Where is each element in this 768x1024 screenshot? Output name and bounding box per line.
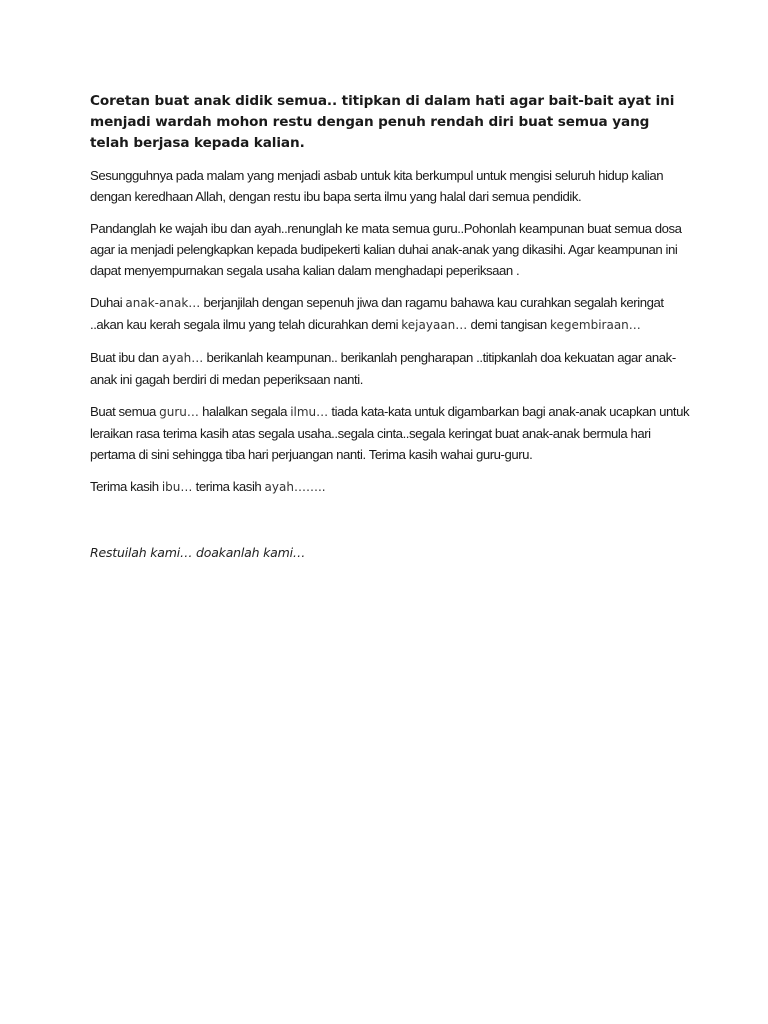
paragraph-5 (90, 401, 690, 465)
paragraph-3-text-b: anak-anak… (125, 296, 201, 310)
paragraph-3-text-d: kejayaan… (401, 318, 468, 332)
paragraph-3-text-c: berjanjilah dengan sepenuh jiwa dan ragamu bahawa kau curahkan segalah keringat ..akan kau kerah segala ilmu yang telah dicurahkan demi (90, 295, 664, 332)
document-page (90, 91, 690, 563)
paragraph-4-text-c: berikanlah keampunan.. berikanlah pengharapan ..titipkanlah doa kekuatan agar anak-anak ini gagah berdiri di medan peperiksaan nanti. (90, 350, 676, 387)
paragraph-4-text-a: Buat ibu dan (90, 350, 162, 365)
paragraph-6 (90, 476, 690, 498)
paragraph-5-text-d: ilmu… (290, 405, 329, 419)
paragraph-5-text-b: guru… (159, 405, 199, 419)
paragraph-3 (90, 292, 690, 336)
paragraph-3-text-a: Duhai (90, 295, 126, 310)
paragraph-3-text-e: demi tangisan (467, 317, 550, 332)
closing-line: Restuilah kami… doakanlah kami… (90, 545, 306, 560)
paragraph-1: Sesungguhnya pada malam yang menjadi asbab untuk kita berkumpul untuk mengisi seluruh hidup kalian dengan keredhaan Allah, dengan restu ibu bapa serta ilmu yang halal dari semua pendidik. (90, 168, 664, 204)
paragraph-6-text-d: ayah…….. (264, 480, 326, 494)
document-heading: Coretan buat anak didik semua.. titipkan di dalam hati agar bait-bait ayat ini menjadi wardah mohon restu dengan penuh rendah diri buat semua yang telah berjasa kepada kalian. (90, 93, 675, 151)
paragraph-5-text-e: tiada kata-kata untuk digambarkan bagi anak-anak ucapkan untuk leraikan rasa terima kasih atas segala usaha..segala cinta..segala keringat buat anak-anak bermula hari pertama di sini sehingga tiba hari perjuangan nanti. Terima kasih wahai guru-guru. (90, 404, 690, 462)
paragraph-3-text-f: kegembiraan… (549, 318, 641, 332)
paragraph-4-text-b: ayah… (161, 351, 204, 365)
paragraph-4 (90, 347, 690, 390)
paragraph-5-text-c: halalkan segala (198, 404, 291, 419)
paragraph-6-text-a: Terima kasih (90, 479, 162, 494)
paragraph-2: Pandanglah ke wajah ibu dan ayah..renunglah ke mata semua guru..Pohonlah keampunan buat semua dosa agar ia menjadi pelengkapkan kepada budipekerti kalian duhai anak-anak yang dikasihi. Agar keampunan ini dapat menyempurnakan segala usaha kalian dalam menghadapi peperiksaan . (90, 221, 682, 278)
paragraph-6-text-c: terima kasih (192, 479, 265, 494)
paragraph-5-text-a: Buat semua (90, 404, 160, 419)
paragraph-6-text-b: ibu… (161, 480, 193, 494)
